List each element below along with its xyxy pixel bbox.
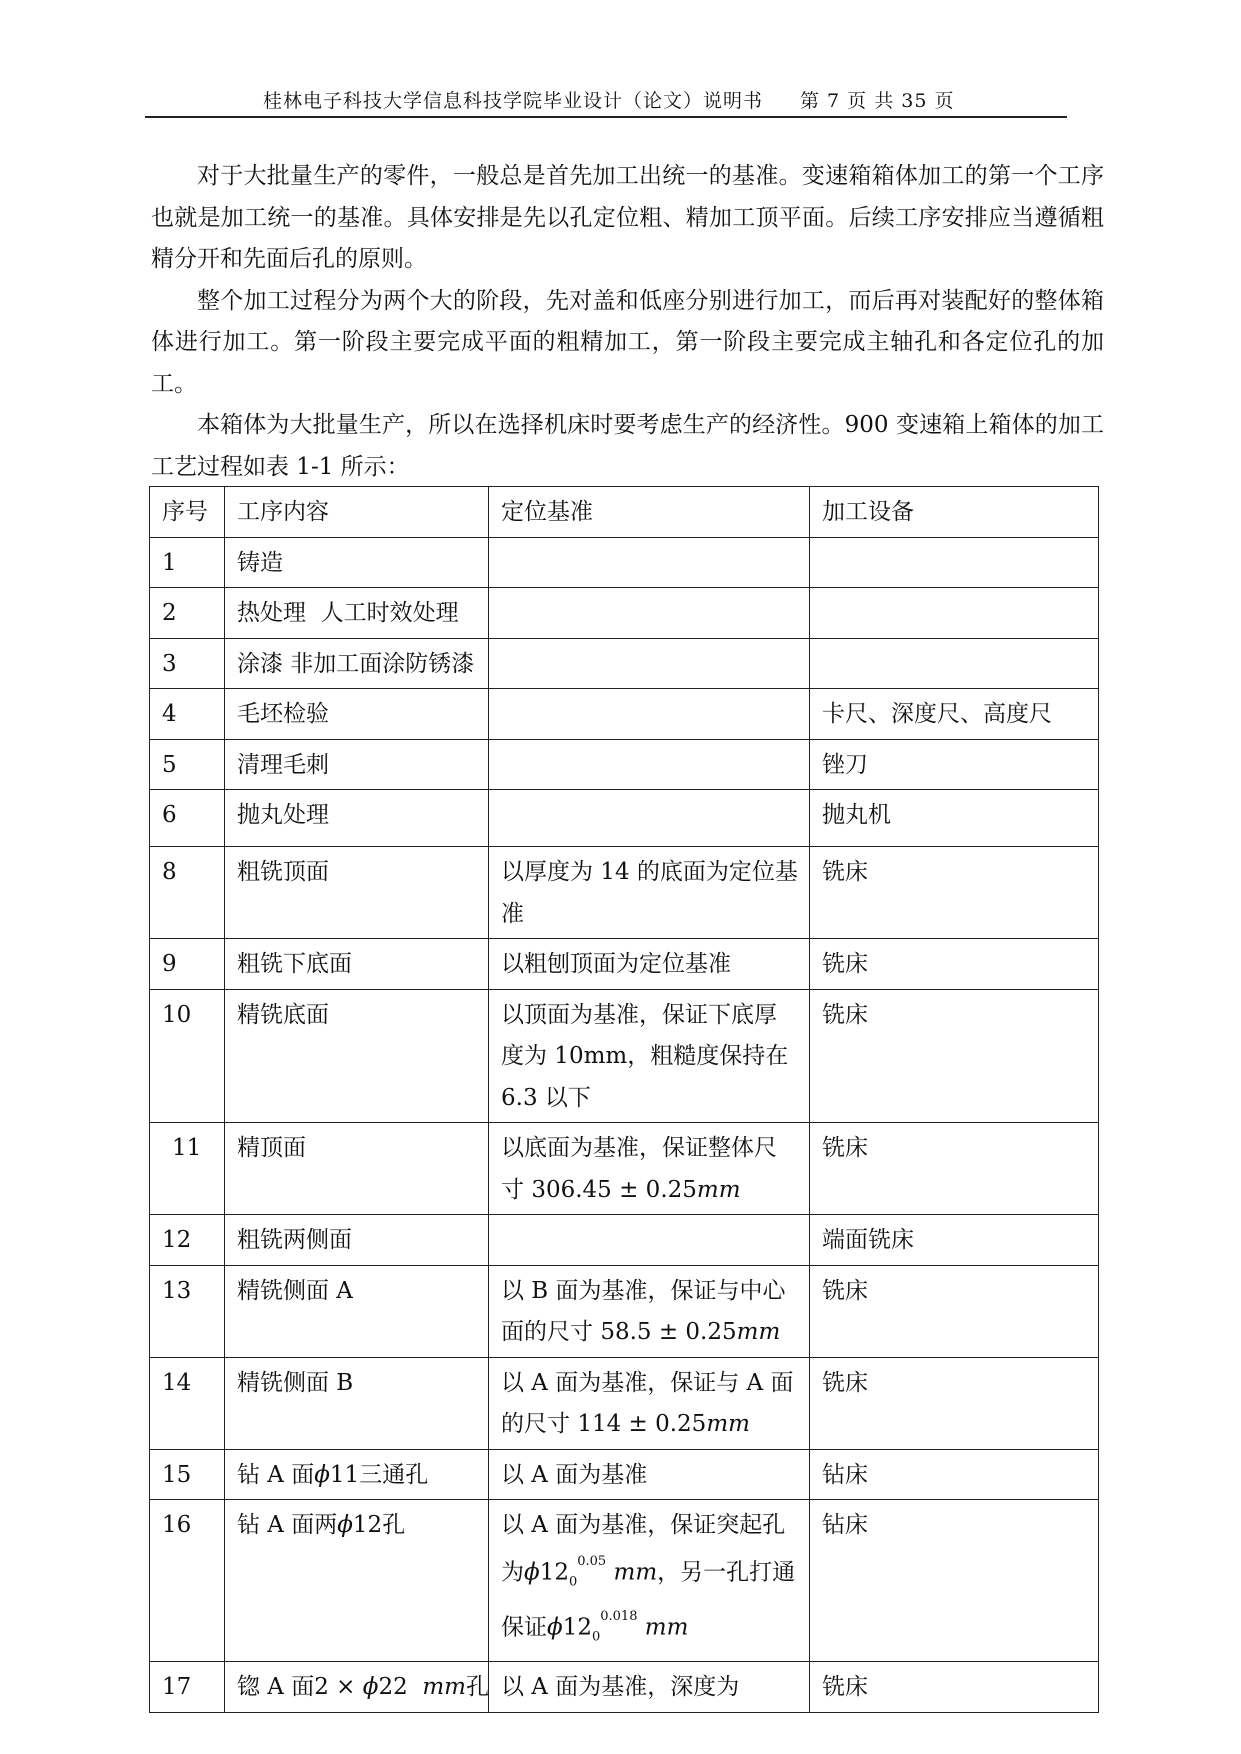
table-row: [150, 1662, 1099, 1713]
table-row: [150, 790, 1099, 847]
content-diameter: 22: [378, 1674, 423, 1700]
cell-equipment: 铣床: [810, 1662, 1099, 1713]
cell-datum: [489, 537, 810, 588]
cell-no: 13: [150, 1265, 225, 1357]
phi-symbol: ϕ: [547, 1614, 563, 1641]
tolerance-2: $12_0^{0.018}$: [562, 1609, 638, 1645]
cell-equipment: 端面铣床: [810, 1215, 1099, 1266]
phi-symbol: ϕ: [362, 1674, 379, 1700]
cell-no: 2: [150, 588, 225, 639]
cell-equipment: 铣床: [810, 939, 1099, 990]
cell-datum: [489, 1500, 810, 1662]
cell-no: 6: [150, 790, 225, 847]
tolerance-upper: 0.018: [600, 1609, 638, 1625]
table-row: [150, 847, 1099, 939]
content-text: 钻 A 面两: [237, 1512, 338, 1538]
content-text: 钻 A 面: [237, 1461, 315, 1488]
cell-datum: [489, 689, 810, 740]
datum-dimension: 306.45 ± 0.25: [531, 1176, 697, 1203]
cell-content: 粗铣顶面: [225, 847, 489, 939]
cell-no: 15: [150, 1449, 225, 1500]
cell-content: 涂漆 非加工面涂防锈漆: [225, 638, 489, 689]
cell-no: 11: [150, 1123, 225, 1215]
cell-no: 4: [150, 689, 225, 740]
content-text-2: 12孔: [352, 1512, 406, 1538]
cell-datum: [489, 1265, 810, 1357]
cell-equipment: [810, 588, 1099, 639]
cell-datum: [489, 588, 810, 639]
cell-content: 铸造: [225, 537, 489, 588]
phi-symbol: ϕ: [314, 1461, 330, 1488]
cell-no: 16: [150, 1500, 225, 1662]
datum-unit: mm: [736, 1319, 781, 1345]
paragraph-1: 对于大批量生产的零件，一般总是首先加工出统一的基准。变速箱箱体加工的第一个工序也就是加工统一的基准。具体安排是先以孔定位粗、精加工顶平面。后续工序安排应当遵循粗精分开和先面后孔的原则。: [151, 163, 1104, 272]
page-header: [145, 86, 1065, 116]
header-equipment: 加工设备: [810, 487, 1099, 538]
cell-datum: 以厚度为 14 的底面为定位基准: [489, 847, 810, 939]
cell-no: 12: [150, 1215, 225, 1266]
datum-dimension: 58.5 ± 0.25: [600, 1319, 737, 1345]
table-row: [150, 989, 1099, 1123]
table-row: [150, 638, 1099, 689]
tolerance-lower: 0: [591, 1629, 601, 1645]
datum-text-2: ，另一孔打通保证: [501, 1559, 796, 1641]
cell-content: [225, 1662, 489, 1713]
cell-equipment: 铣床: [810, 1265, 1099, 1357]
datum-unit: mm: [696, 1176, 741, 1203]
cell-content: 精顶面: [225, 1123, 489, 1215]
content-text: 锪 A 面: [237, 1674, 315, 1700]
cell-content: [225, 1500, 489, 1662]
cell-no: 9: [150, 939, 225, 990]
cell-no: 10: [150, 989, 225, 1123]
table-row: [150, 1265, 1099, 1357]
phi-symbol: ϕ: [524, 1559, 540, 1586]
cell-equipment: 钻床: [810, 1500, 1099, 1662]
cell-equipment: 卡尺、深度尺、高度尺: [810, 689, 1099, 740]
table-row: [150, 1215, 1099, 1266]
cell-datum: [489, 638, 810, 689]
cell-content: 抛丸处理: [225, 790, 489, 847]
cell-content: 清理毛刺: [225, 739, 489, 790]
paragraph-2: 整个加工过程分为两个大的阶段，先对盖和低座分别进行加工，而后再对装配好的整体箱体进行加工。第一阶段主要完成平面的粗精加工，第一阶段主要完成主轴孔和各定位孔的加工。: [151, 287, 1104, 397]
cell-content: 粗铣下底面: [225, 939, 489, 990]
cell-no: 17: [150, 1662, 225, 1713]
cell-datum: [489, 739, 810, 790]
cell-equipment: [810, 537, 1099, 588]
cell-no: 14: [150, 1357, 225, 1449]
table-row: [150, 588, 1099, 639]
cell-no: 3: [150, 638, 225, 689]
tolerance-lower: 0: [568, 1573, 578, 1589]
table-row: [150, 1500, 1099, 1662]
cell-content: 精铣底面: [225, 989, 489, 1123]
table-row: [150, 1449, 1099, 1500]
cell-equipment: 铣床: [810, 847, 1099, 939]
datum-unit-2: mm: [644, 1614, 689, 1641]
datum-dimension: 114 ± 0.25: [577, 1411, 707, 1437]
tolerance-1: $12_0^{0.05}$: [539, 1553, 607, 1589]
cell-datum: 以粗刨顶面为定位基准: [489, 939, 810, 990]
cell-equipment: 铣床: [810, 1357, 1099, 1449]
body-text: [151, 156, 1104, 488]
tolerance-upper: 0.05: [577, 1553, 607, 1569]
header-page-number: 第 7 页 共 35 页: [800, 90, 955, 112]
paragraph-3: 本箱体为大批量生产，所以在选择机床时要考虑生产的经济性。900 变速箱上箱体的加工工艺过程如表 1-1 所示：: [151, 412, 1104, 480]
datum-text: 以 B 面为基准，保证与中心面的尺寸: [501, 1277, 786, 1345]
table-row: [150, 537, 1099, 588]
cell-datum: [489, 1357, 810, 1449]
table-header-row: [150, 487, 1099, 538]
cell-datum: [489, 1215, 810, 1266]
content-unit: mm: [422, 1674, 466, 1700]
content-text-2: 孔: [465, 1674, 489, 1700]
cell-equipment: 锉刀: [810, 739, 1099, 790]
header-title: 桂林电子科技大学信息科技学院毕业设计（论文）说明书: [263, 90, 764, 112]
datum-text: 以 A 面为基准，保证突起孔为: [501, 1512, 786, 1586]
cell-equipment: 抛丸机: [810, 790, 1099, 847]
cell-datum: 以 A 面为基准: [489, 1449, 810, 1500]
table-row: [150, 939, 1099, 990]
cell-content: [225, 1449, 489, 1500]
cell-content: 粗铣两侧面: [225, 1215, 489, 1266]
cell-content: 热处理 人工时效处理: [225, 588, 489, 639]
header-content: 工序内容: [225, 487, 489, 538]
datum-text: 以 A 面为基准，保证与 A 面的尺寸: [501, 1369, 794, 1437]
content-text-2: 11三通孔: [329, 1461, 429, 1488]
cell-content: 毛坯检验: [225, 689, 489, 740]
cell-content: 精铣侧面 A: [225, 1265, 489, 1357]
content-multiplier: 2 ×: [314, 1674, 363, 1700]
header-no: 序号: [150, 487, 225, 538]
process-table: [149, 486, 1099, 1713]
cell-equipment: [810, 638, 1099, 689]
cell-equipment: 铣床: [810, 1123, 1099, 1215]
cell-no: 8: [150, 847, 225, 939]
phi-symbol: ϕ: [337, 1512, 353, 1538]
cell-no: 5: [150, 739, 225, 790]
header-rule: [145, 116, 1067, 118]
datum-unit: mm: [613, 1559, 658, 1586]
cell-datum: [489, 1123, 810, 1215]
datum-unit: mm: [706, 1411, 750, 1437]
datum-text: 以底面为基准，保证整体尺寸: [501, 1135, 777, 1203]
cell-equipment: 铣床: [810, 989, 1099, 1123]
cell-datum: 以 A 面为基准，深度为: [489, 1662, 810, 1713]
cell-datum: 以顶面为基准，保证下底厚度为 10mm，粗糙度保持在 6.3 以下: [489, 989, 810, 1123]
cell-no: 1: [150, 537, 225, 588]
cell-content: 精铣侧面 B: [225, 1357, 489, 1449]
header-datum: 定位基准: [489, 487, 810, 538]
table-row: [150, 1123, 1099, 1215]
cell-datum: [489, 790, 810, 847]
table-row: [150, 1357, 1099, 1449]
table-row: [150, 739, 1099, 790]
table-row: [150, 689, 1099, 740]
cell-equipment: 钻床: [810, 1449, 1099, 1500]
